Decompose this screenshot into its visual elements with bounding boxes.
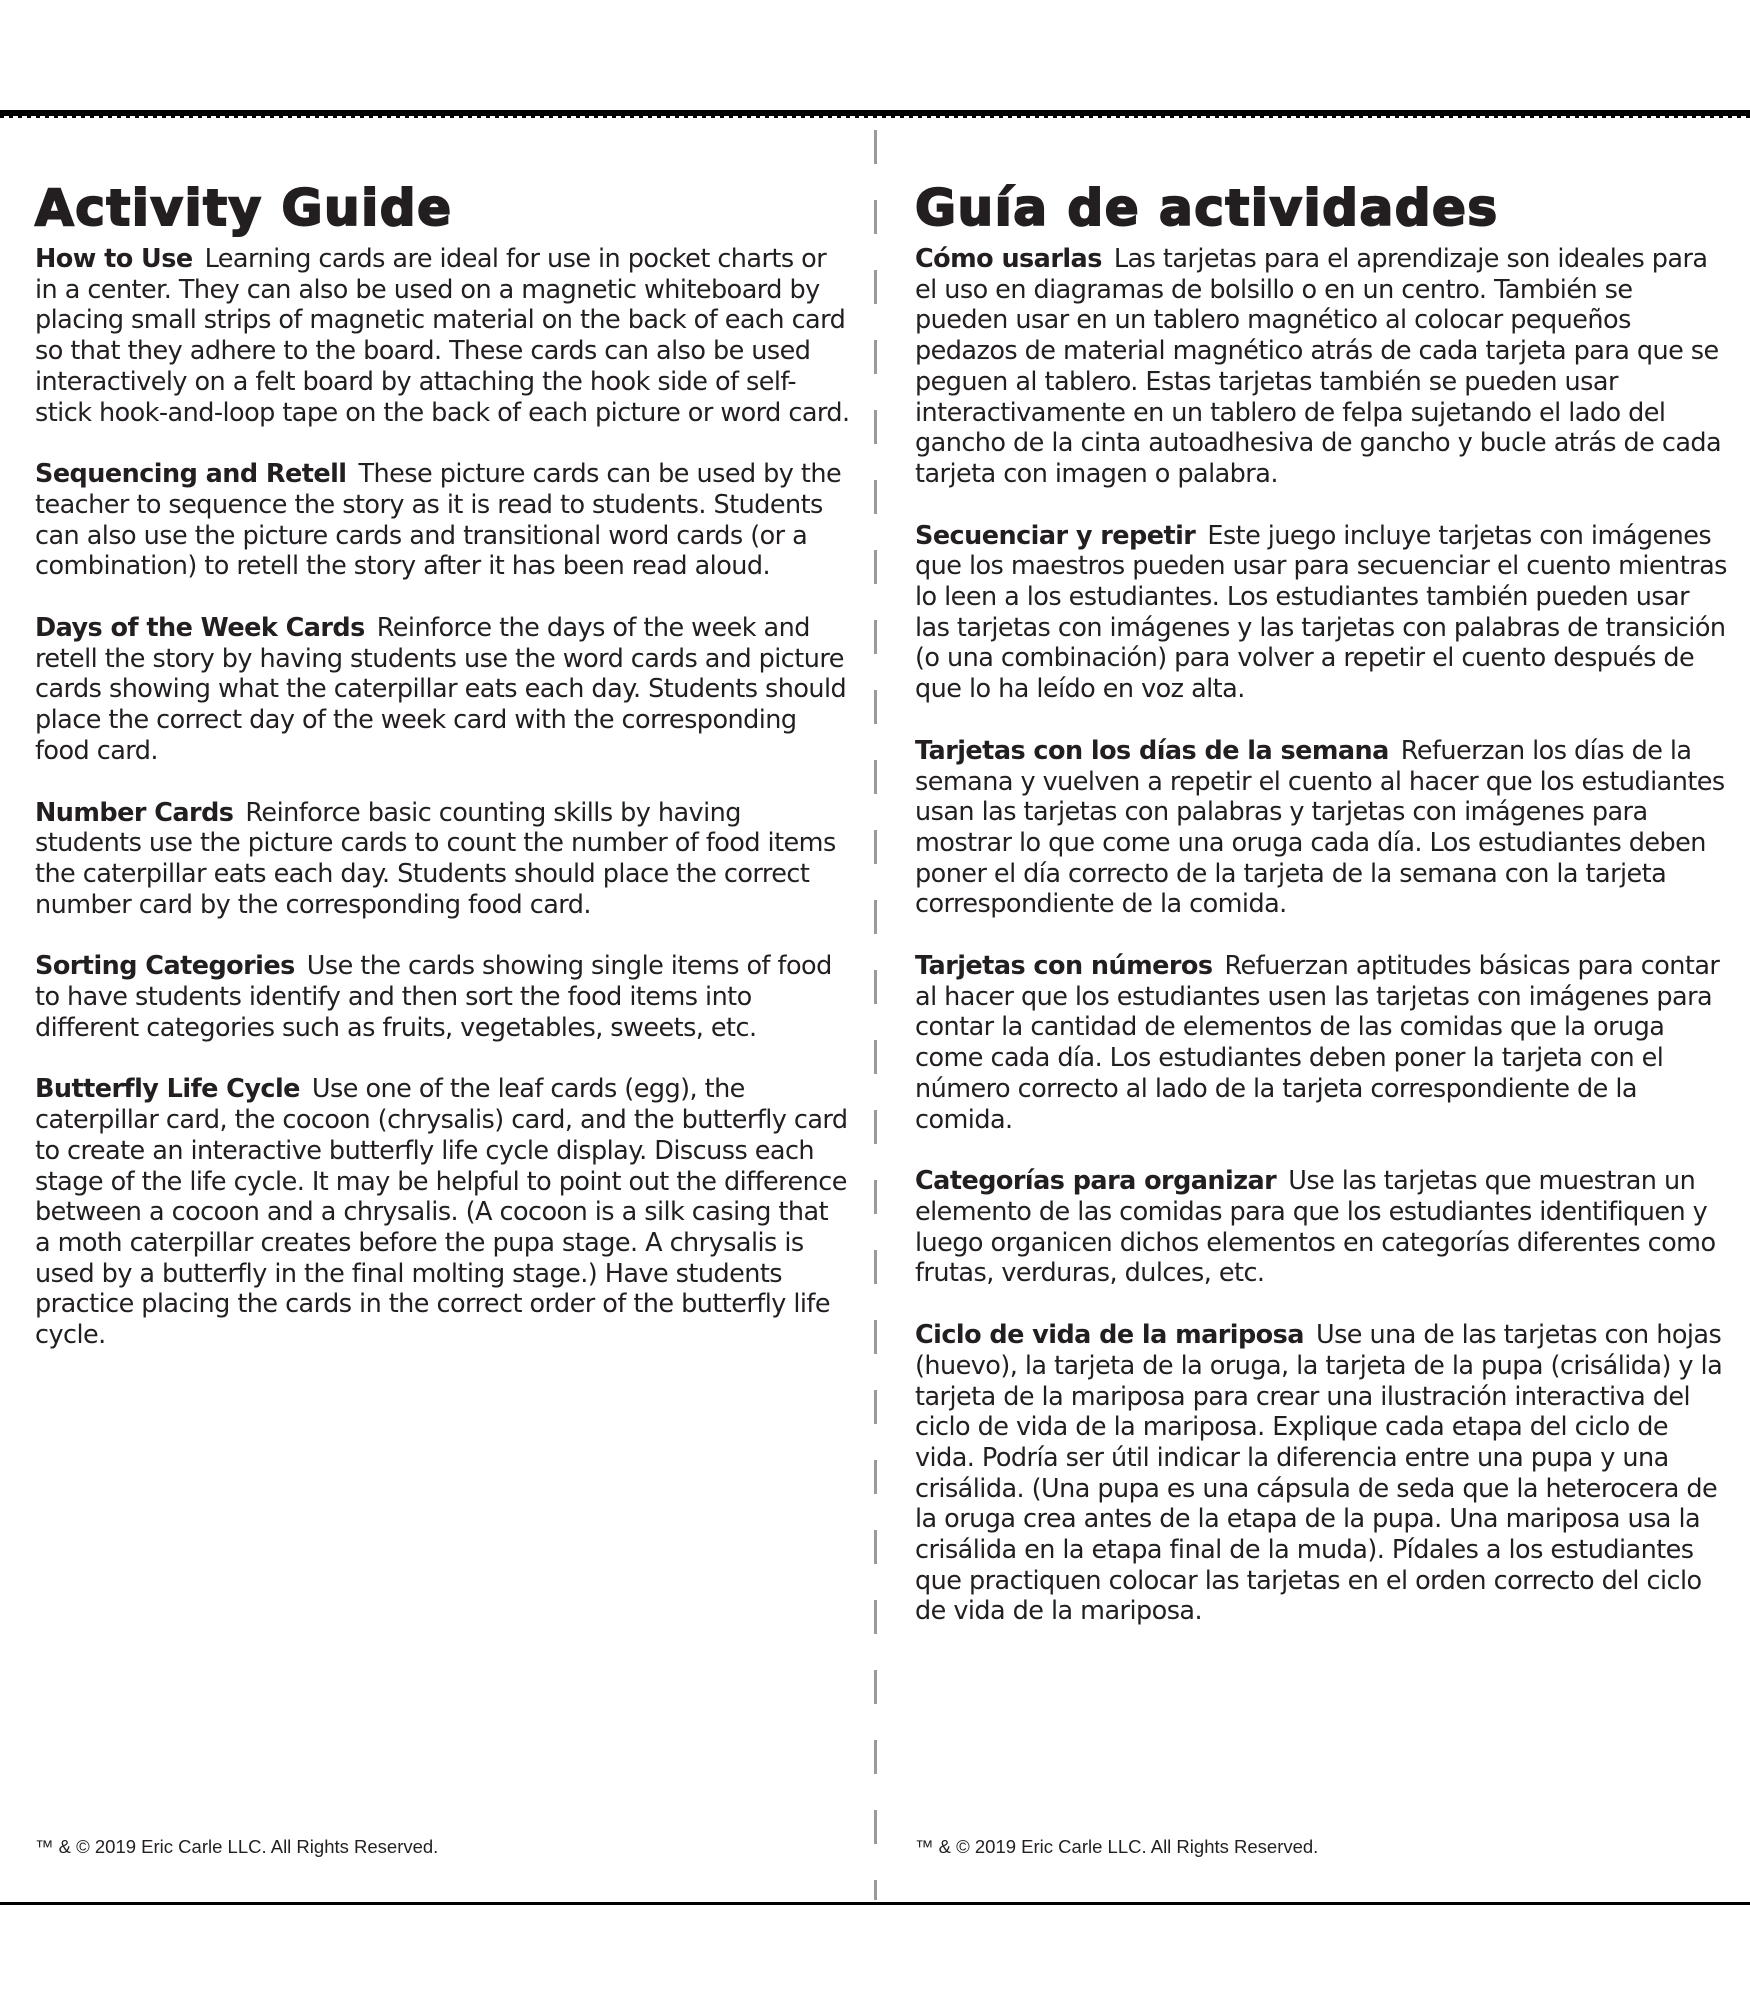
section-heading: Categorías para organizar xyxy=(915,1166,1277,1197)
section-days-of-the-week xyxy=(35,613,850,767)
section-heading: Cómo usarlas xyxy=(915,244,1102,274)
section-body: Learning cards are ideal for use in pocket charts or in a center. They can also be used on a magnetic whiteboard by placing small strips of magnetic material on the back of each card so that they adhere to the board. These cards can also be used interactively on a felt board by attaching the hook side of self-stick hook-and-loop tape on the back of each picture or word card. xyxy=(35,244,850,428)
section-heading: Sorting Categories xyxy=(35,951,295,982)
section-heading: Number Cards xyxy=(35,797,234,828)
section-heading: How to Use xyxy=(35,244,193,274)
section-number-cards xyxy=(35,798,850,921)
section-body: Reinforce basic counting skills by having students use the picture cards to count the number of food items the caterpillar eats each day. Students should place the correct number card by the corresponding food card. xyxy=(35,797,836,920)
top-border-rule xyxy=(0,110,1750,116)
spanish-title: Guía de actividades xyxy=(915,179,1499,237)
section-body: Use las tarjetas que muestran un elemento de las comidas para que los estudiantes identifiquen y luego organicen dichos elementos en categorías diferentes como frutas, verduras, dulces, etc. xyxy=(915,1166,1716,1289)
section-heading: Secuenciar y repetir xyxy=(915,520,1196,551)
english-copyright-footer: ™ & © 2019 Eric Carle LLC. All Rights Reserved. xyxy=(35,1836,439,1857)
section-heading: Tarjetas con números xyxy=(915,951,1213,982)
section-como-usarlas xyxy=(915,244,1730,490)
section-body: Refuerzan los días de la semana y vuelven a repetir el cuento al hacer que los estudiantes usan las tarjetas con palabras y tarjetas con imágenes para mostrar lo que come una oruga cada día. Los estudiantes deben poner el día correcto de la tarjeta de la semana con la tarjeta correspondiente de la comida. xyxy=(915,735,1725,920)
section-dias-de-la-semana xyxy=(915,736,1730,920)
section-heading: Days of the Week Cards xyxy=(35,613,365,644)
center-fold-line xyxy=(874,130,877,1900)
section-body: Las tarjetas para el aprendizaje son ideales para el uso en diagramas de bolsillo o en un centro. También se pueden usar en un tablero magnético al colocar pequeños pedazos de material magnético atrás de cada tarjeta para que se peguen al tablero. Estas tarjetas también se pueden usar interactivamente en un tablero de felpa sujetando el lado del gancho de la cinta autoadhesiva de gancho y bucle atrás de cada tarjeta con imagen o palabra. xyxy=(915,244,1722,489)
spanish-copyright-footer: ™ & © 2019 Eric Carle LLC. All Rights Reserved. xyxy=(915,1836,1319,1857)
section-heading: Sequencing and Retell xyxy=(35,459,347,490)
section-body: Use one of the leaf cards (egg), the caterpillar card, the cocoon (chrysalis) card, and the butterfly card to create an interactive butterfly life cycle display. Discuss each stage of the life cycle. It may be helpful to point out the difference between a cocoon and a chrysalis. (A cocoon is a silk casing that a moth caterpillar creates before the pupa stage. A chrysalis is used by a butterfly in the final molting stage.) Have students practice placing the cards in the correct order of the butterfly life cycle. xyxy=(35,1074,848,1351)
spanish-column xyxy=(915,179,1730,1658)
bottom-border-rule xyxy=(0,1902,1750,1905)
section-how-to-use xyxy=(35,244,850,428)
section-butterfly-life-cycle xyxy=(35,1074,850,1350)
section-ciclo-de-vida xyxy=(915,1320,1730,1627)
section-heading: Butterfly Life Cycle xyxy=(35,1074,300,1105)
section-sequencing-and-retell xyxy=(35,459,850,582)
section-heading: Tarjetas con los días de la semana xyxy=(915,735,1389,766)
section-heading: Ciclo de vida de la mariposa xyxy=(915,1320,1304,1351)
section-body: Use una de las tarjetas con hojas (huevo), la tarjeta de la oruga, la tarjeta de la pupa (crisálida) y la tarjeta de la mariposa para crear una ilustración interactiva del ciclo de vida de la mariposa. Explique cada etapa del ciclo de vida. Podría ser útil indicar la diferencia entre una pupa y una crisálida. (Una pupa es una cápsula de seda que la heterocera de la oruga crea antes de la etapa de la pupa. Una mariposa usa la crisálida en la etapa final de la muda). Pídales a los estudiantes que practiquen colocar las tarjetas en el orden correcto del ciclo de vida de la mariposa. xyxy=(915,1320,1723,1627)
english-column xyxy=(35,179,850,1382)
section-body: Este juego incluye tarjetas con imágenes que los maestros pueden usar para secuenciar el cuento mientras lo leen a los estudiantes. Los estudiantes también pueden usar las tarjetas con imágenes y las tarjetas con palabras de transición (o una combinación) para volver a repetir el cuento después de que lo ha leído en voz alta. xyxy=(915,520,1727,705)
section-tarjetas-con-numeros xyxy=(915,951,1730,1135)
section-body: These picture cards can be used by the teacher to sequence the story as it is read to students. Students can also use the picture cards and transitional word cards (or a combination) to retell the story after it has been read aloud. xyxy=(35,459,842,582)
section-categorias-para-organizar xyxy=(915,1166,1730,1289)
section-body: Reinforce the days of the week and retell the story by having students use the word cards and picture cards showing what the caterpillar eats each day. Students should place the correct day of the week card with the corresponding food card. xyxy=(35,613,847,766)
section-body: Refuerzan aptitudes básicas para contar al hacer que los estudiantes usen las tarjetas con imágenes para contar la cantidad de elementos de las comidas que la oruga come cada día. Los estudiantes deben poner la tarjeta con el número correcto al lado de la tarjeta correspondiente de la comida. xyxy=(915,951,1720,1135)
section-secuenciar-y-repetir xyxy=(915,521,1730,705)
english-title: Activity Guide xyxy=(35,179,453,237)
section-body: Use the cards showing single items of food to have students identify and then sort the food items into different categories such as fruits, vegetables, sweets, etc. xyxy=(35,951,832,1043)
section-sorting-categories xyxy=(35,951,850,1043)
